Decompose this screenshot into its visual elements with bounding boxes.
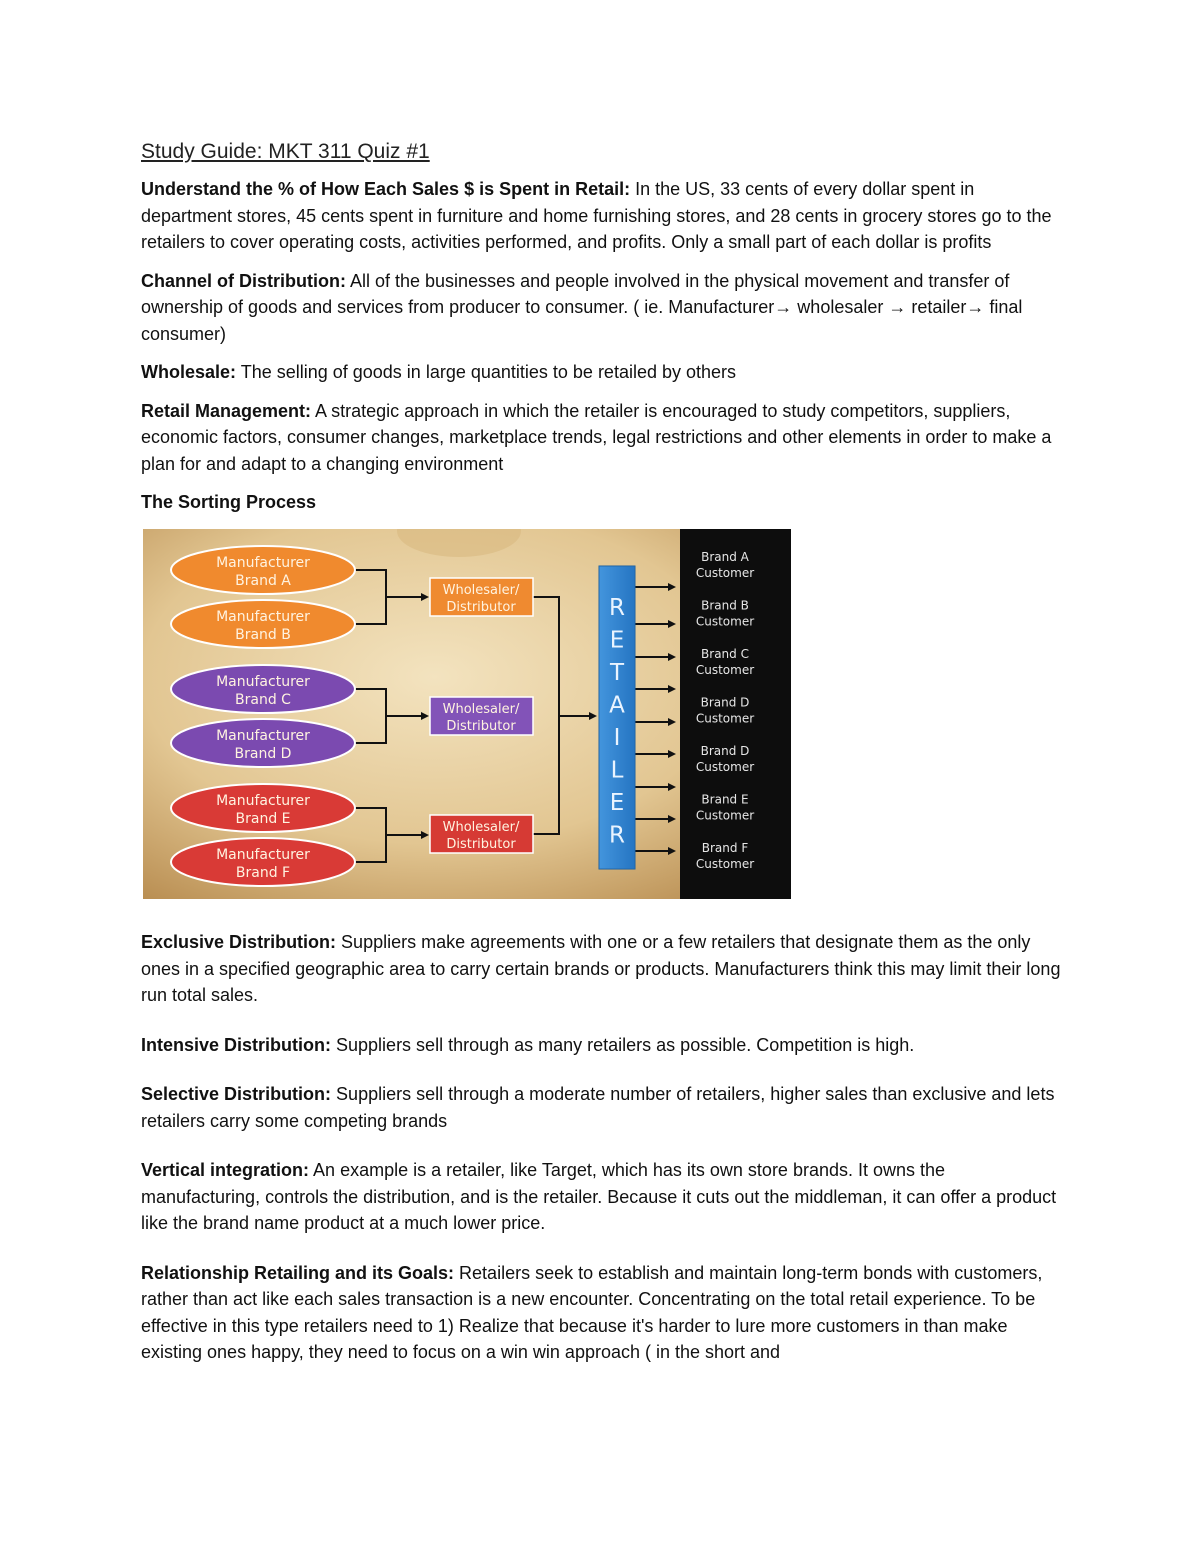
manufacturer-brand-label: Brand D — [234, 746, 292, 762]
manufacturer-brand-label: Brand A — [235, 573, 291, 589]
retailer-letter: L — [610, 757, 624, 784]
manufacturer-label: Manufacturer — [216, 847, 310, 863]
customer-brand-label: Brand E — [701, 792, 749, 807]
manufacturer-node — [171, 665, 355, 713]
sorting-process-heading: The Sorting Process — [141, 492, 317, 512]
manufacturer-label: Manufacturer — [216, 555, 310, 571]
definition: In the US, 33 cents of every dollar spent in department stores, 45 cents spent in furniture and home furnishing stores, and 28 cents in grocery stores go to the retailers to cover operating costs, activities performed, and profits. Only a small part of each dollar is profits — [141, 179, 1052, 252]
page-title: Study Guide: MKT 311 Quiz #1 — [141, 140, 430, 163]
definition: The selling of goods in large quantities to be retailed by others — [236, 362, 737, 382]
customer-label: Customer — [695, 614, 755, 629]
customer-brand-label: Brand A — [701, 550, 749, 564]
customer-label: Customer — [695, 857, 755, 871]
sorting-process-diagram — [143, 529, 791, 899]
definition: A strategic approach in which the retailer is encouraged to study competitors, suppliers, economic factors, consumer changes, marketplace trends, legal restrictions and other elements in order to make a plan for and adapt to a changing environment — [141, 400, 1052, 474]
definition: Retailers seek to establish and maintain long-term bonds with customers, rather than act like each sales transaction is a new encounter. Concentrating on the total retail experience. To be effective in this type retailers need to 1) Realize that because it's harder to lure more customers in than make existing ones happy, they need to focus on a win win approach ( in the short and — [141, 1262, 1043, 1362]
manufacturer-node — [171, 838, 355, 886]
manufacturer-brand-label: Brand C — [235, 692, 291, 708]
definition: Suppliers sell through a moderate number of retailers, higher sales than exclusive and lets retailers carry some competing brands — [141, 1084, 1055, 1131]
retailer-letter: A — [609, 692, 625, 719]
manufacturer-node — [171, 719, 355, 767]
section-intensive-distribution — [141, 1032, 1066, 1059]
term: Intensive Distribution: — [141, 1034, 332, 1055]
manufacturer-label: Manufacturer — [216, 674, 310, 690]
retailer-letter: R — [609, 822, 625, 849]
section-exclusive-distribution — [141, 929, 1066, 1009]
customer-label: Customer — [695, 760, 755, 774]
manufacturer-node — [171, 546, 355, 594]
term: Selective Distribution: — [141, 1084, 332, 1104]
manufacturer-label: Manufacturer — [216, 728, 310, 744]
document-page — [141, 140, 1066, 1378]
manufacturer-brand-label: Brand E — [235, 811, 291, 827]
wholesaler-label-2: Distributor — [446, 600, 516, 615]
definition: Suppliers sell through as many retailers as possible. Competition is high. — [331, 1034, 915, 1055]
customer-brand-label: Brand B — [701, 598, 749, 613]
retailer-letter: T — [609, 660, 625, 686]
wholesaler-label: Wholesaler/ — [442, 702, 520, 717]
section-relationship-retailing — [141, 1260, 1066, 1366]
section-wholesale — [141, 359, 1066, 386]
wholesaler-label-2: Distributor — [446, 837, 516, 852]
customer-brand-label: Brand C — [701, 647, 749, 661]
customer-label: Customer — [695, 566, 755, 580]
manufacturer-node — [171, 784, 355, 832]
section-retail-management — [141, 398, 1066, 478]
term: Vertical integration: — [141, 1160, 310, 1180]
manufacturer-brand-label: Brand F — [235, 865, 291, 881]
wholesaler-label-2: Distributor — [446, 719, 516, 734]
section-vertical-integration — [141, 1157, 1066, 1237]
manufacturer-node — [171, 600, 355, 648]
wholesaler-node — [430, 815, 533, 853]
manufacturer-label: Manufacturer — [216, 793, 310, 809]
term: Understand the % of How Each Sales $ is Spent in Retail: — [141, 179, 631, 199]
term: Exclusive Distribution: — [141, 932, 337, 952]
retailer-letter: E — [609, 627, 625, 654]
customer-brand-label: Brand D — [700, 744, 750, 758]
definition: Suppliers make agreements with one or a few retailers that designate them as the only ones in a specified geographic area to carry certain brands or products. Manufacturers think this may limit their long run total sales. — [141, 932, 1061, 1005]
term: Channel of Distribution: — [141, 270, 346, 291]
wholesaler-node — [430, 697, 533, 735]
retailer-letter: E — [609, 790, 625, 816]
section-sales-dollar — [141, 176, 1066, 256]
retailer-node — [599, 566, 635, 869]
term: Wholesale: — [141, 362, 237, 382]
term: Relationship Retailing and its Goals: — [141, 1262, 455, 1283]
diagram-svg — [143, 529, 791, 899]
retailer-letter: R — [609, 595, 625, 621]
wholesaler-label: Wholesaler/ — [442, 583, 520, 598]
section-selective-distribution — [141, 1081, 1066, 1134]
retailer-letter: I — [613, 725, 621, 751]
wholesaler-label: Wholesaler/ — [442, 820, 520, 835]
manufacturer-label: Manufacturer — [216, 609, 310, 625]
definition: All of the businesses and people involved in the physical movement and transfer of ownership of goods and services from producer to consumer. ( ie. Manufacturer→ wholesaler → retailer→ final consumer) — [141, 270, 1023, 344]
customer-brand-label: Brand F — [701, 841, 749, 855]
term: Retail Management: — [141, 400, 312, 421]
customer-label: Customer — [695, 808, 755, 823]
manufacturer-brand-label: Brand B — [235, 627, 291, 643]
wholesaler-node — [430, 578, 533, 616]
definition: An example is a retailer, like Target, which has its own store brands. It owns the manufacturing, controls the distribution, and is the retailer. Because it cuts out the middleman, it can offer a product like the brand name product at a much lower price. — [141, 1160, 1057, 1233]
customer-label: Customer — [695, 663, 755, 677]
customer-brand-label: Brand D — [700, 695, 750, 710]
customer-label: Customer — [695, 711, 755, 726]
section-channel-of-distribution — [141, 268, 1066, 348]
retailer-group — [599, 566, 635, 869]
